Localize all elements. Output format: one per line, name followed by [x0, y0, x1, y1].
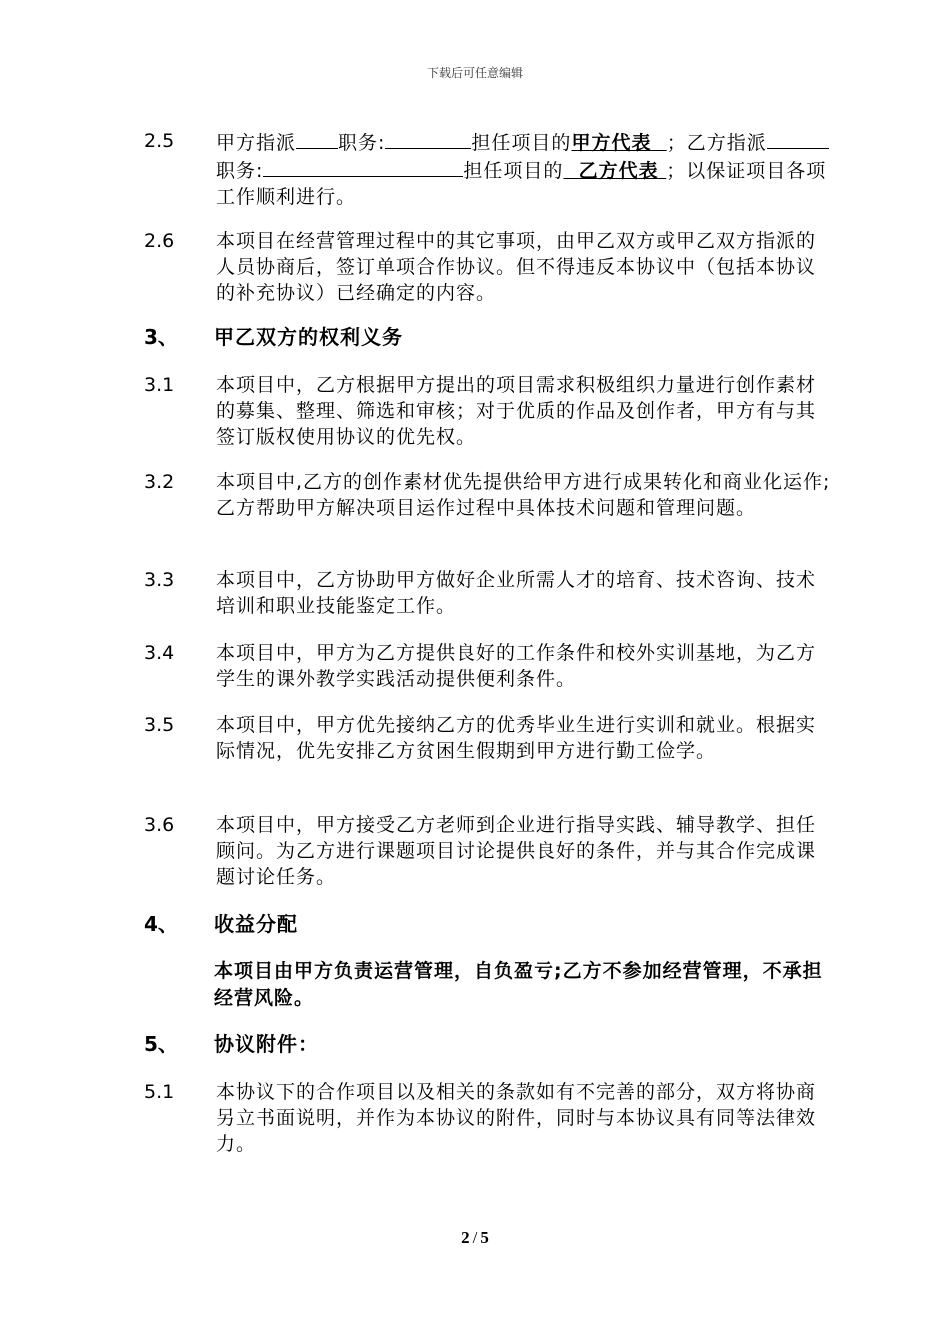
- clause-text: 本项目中，甲方为乙方提供良好的工作条件和校外实训基地，为乙方学生的课外教学实践活动提供便利条件。: [216, 642, 817, 690]
- section-title: 协议附件：: [214, 1032, 319, 1056]
- clause-text-part: ；以保证项目各项工作顺利进行。: [216, 160, 827, 208]
- clause-text-part: 担任项目的: [463, 160, 564, 182]
- clause-text-part: 甲方指派: [216, 132, 297, 154]
- blank-field: [767, 128, 829, 149]
- section-4-body: 本项目由甲方负责运营管理，自负盈亏;乙方不参加经营管理，不承担经营风险。: [214, 960, 823, 1009]
- section-number: 4、: [144, 912, 178, 936]
- clause-text: 本项目中,乙方的创作素材优先提供给甲方进行成果转化和商业化运作;乙方帮助甲方解决项目运作过程中具体技术问题和管理问题。: [216, 471, 831, 519]
- blank-field: [263, 156, 463, 177]
- clause-number: 3.5: [144, 714, 175, 736]
- clause-2-6: [144, 228, 834, 306]
- clause-text: 本项目中，乙方根据甲方提出的项目需求积极组织力量进行创作素材的募集、整理、筛选和审核；对于优质的作品及创作者，甲方有与其签订版权使用协议的优先权。: [216, 374, 817, 448]
- clause-text-part: 职务:: [338, 132, 386, 154]
- clause-3-3: [144, 567, 834, 619]
- clause-number: 3.1: [144, 374, 175, 396]
- clause-text-part: ；乙方指派: [666, 132, 767, 154]
- total-pages: 5: [480, 1228, 489, 1247]
- clause-number: 3.6: [144, 814, 175, 836]
- clause-text: 本项目中，乙方协助甲方做好企业所需人才的培育、技术咨询、技术培训和职业技能鉴定工作。: [216, 569, 817, 617]
- clause-text: 本项目在经营管理过程中的其它事项，由甲乙双方或甲乙双方指派的人员协商后，签订单项合作协议。但不得违反本协议中（包括本协议的补充协议）已经确定的内容。: [216, 230, 817, 304]
- clause-number: 3.4: [144, 642, 175, 664]
- clause-3-2: [144, 469, 834, 521]
- clause-3-5: [144, 712, 834, 764]
- clause-3-1: [144, 372, 834, 450]
- section-title: 收益分配: [214, 912, 298, 936]
- party-a-representative: 甲方代表: [571, 132, 652, 154]
- clause-5-1: [144, 1079, 834, 1157]
- clause-number: 2.5: [144, 130, 175, 152]
- clause-text: 本项目中，甲方优先接纳乙方的优秀毕业生进行实训和就业。根据实际情况，优先安排乙方贫困生假期到甲方进行勤工俭学。: [216, 714, 817, 762]
- clause-text: 本项目中，甲方接受乙方老师到企业进行指导实践、辅导教学、担任顾问。为乙方进行课题项目讨论提供良好的条件，并与其合作完成课题讨论任务。: [216, 814, 817, 888]
- clause-2-5: [144, 128, 834, 210]
- current-page: 2: [461, 1228, 470, 1247]
- clause-number: 2.6: [144, 230, 175, 252]
- clause-number: 3.2: [144, 471, 175, 493]
- section-heading-4: [144, 910, 834, 938]
- party-b-representative: 乙方代表: [578, 160, 659, 182]
- clause-text-part: 职务:: [216, 160, 264, 182]
- clause-text-part: 担任项目的: [471, 132, 572, 154]
- page-separator: /: [472, 1228, 478, 1247]
- clause-text: 本协议下的合作项目以及相关的条款如有不完善的部分，双方将协商另立书面说明，并作为本协议的附件，同时与本协议具有同等法律效力。: [216, 1081, 817, 1155]
- section-heading-5: [144, 1030, 834, 1058]
- page-header: 下载后可任意编辑: [426, 66, 523, 80]
- section-heading-3: [144, 323, 834, 351]
- clause-3-4: [144, 640, 834, 692]
- clause-number: 3.3: [144, 569, 175, 591]
- section-number: 3、: [144, 325, 178, 349]
- blank-field: [296, 128, 338, 149]
- section-title: 甲乙双方的权利义务: [214, 325, 403, 349]
- clause-text: [216, 128, 834, 210]
- page-number: [0, 1228, 950, 1248]
- clause-3-6: [144, 812, 834, 890]
- section-number: 5、: [144, 1032, 178, 1056]
- clause-number: 5.1: [144, 1081, 175, 1103]
- blank-field: [385, 128, 471, 149]
